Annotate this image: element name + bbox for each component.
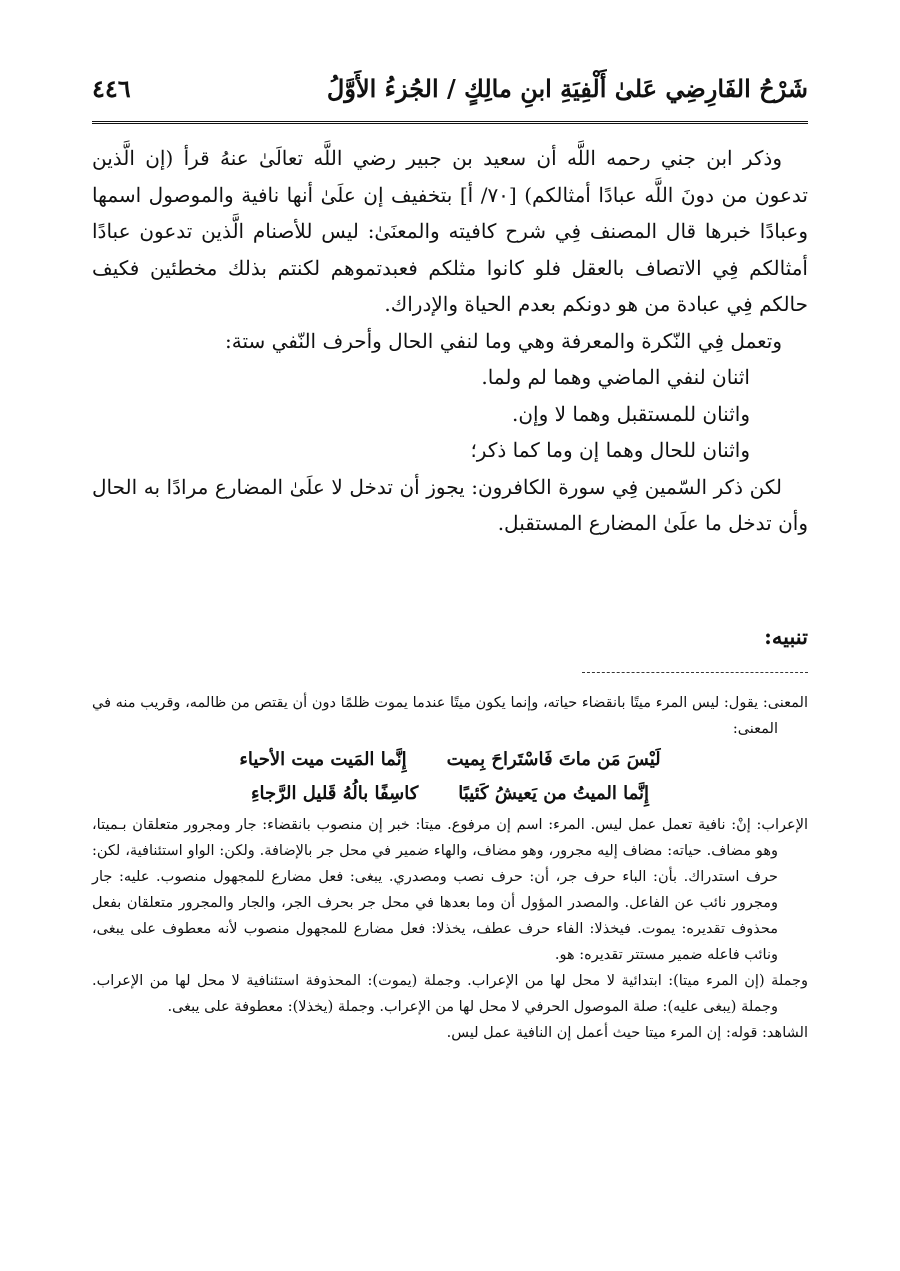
footnote-irab: الإعراب: إنْ: نافية تعمل عمل ليس. المرء: اسم إن مرفوع. ميتا: خبر إن منصوب بانقضاء: جار ومجرور متعلقان بـميتا، وهو مضاف. حياته: مضاف إليه مجرور، وهو مضاف، والهاء ضمير في محل جر بالإضافة. ولكن: الواو استئنافية، لكن: حرف استدراك. بأن: الباء حرف جر، أن: حرف نصب ومصدري. يبغى: فعل مضارع للمجهول منصوب. عليه: جار ومجرور نائب عن الفاعل. والمصدر المؤول أن وما بعدها في محل جر بحرف الجر، والجار والمجرور متعلقان بفعل محذوف تقديره: يموت. فيخذلا: الفاء حرف عطف، يخذلا: فعل مضارع للمجهول منصوب لأنه معطوف على يبغى، ونائب فاعله ضمير مستتر تقديره: هو.: [92, 817, 808, 963]
page-header: [92, 66, 808, 124]
verse-hemistich: إِنَّما الميتُ من يَعيشُ كَئيبًا: [458, 783, 650, 804]
verse-hemistich: لَيْسَ مَن ماتَ فَاسْتَراحَ بِميت: [446, 749, 661, 770]
footnote-meaning: المعنى: يقول: ليس المرء ميتًا بانقضاء حياته، وإنما يكون ميتًا عندما يموت ظلمًا دون أن يقتص من ظالمه، وقريب منه في المعنى:: [92, 695, 808, 737]
page-number: ٤٤٦: [92, 74, 131, 103]
verse-line: [92, 744, 808, 776]
footnotes: [92, 690, 808, 1046]
list-item: اثنان لنفي الماضي وهما لم ولما.: [481, 365, 750, 389]
verse-hemistich: كاسِفًا بالُهُ قَليل الرَّجاءِ: [251, 783, 419, 804]
running-title: شَرْحُ الفَارِضِي عَلىٰ أَلْفِيَةِ ابنِ مالِكٍ / الجُزءُ الأَوَّلُ: [326, 74, 808, 103]
footnote-jumal: وجملة (إن المرء ميتا): ابتدائية لا محل لها من الإعراب. وجملة (يموت): المحذوفة استئنافية لا محل لها من الإعراب. وجملة (يبغى عليه): صلة الموصول الحرفي لا محل لها من الإعراب. وجملة (يخذلا): معطوفة على يبغى.: [92, 973, 808, 1015]
footnote-shahid: الشاهد: قوله: إن المرء ميتا حيث أعمل إن النافية عمل ليس.: [446, 1025, 808, 1041]
paragraph: لكن ذكر السّمين فِي سورة الكافرون: يجوز أن تدخل لا علَىٰ المضارع مرادًا به الحال وأن تدخل ما علَىٰ المضارع المستقبل.: [92, 474, 808, 535]
list-item: واثنان للحال وهما إن وما كما ذكر؛: [470, 438, 750, 462]
verse-hemistich: إِنَّما المَيت ميت الأحياء: [239, 749, 407, 770]
main-text: [92, 140, 808, 542]
verse-line: [92, 778, 808, 810]
footnote-separator: [582, 672, 808, 673]
list-item: واثنان للمستقبل وهما لا وإن.: [511, 401, 750, 426]
tanbih-heading: تنبيه:: [764, 624, 808, 649]
paragraph: وتعمل فِي النّكرة والمعرفة وهي وما لنفي الحال وأحرف النّفي ستة:: [225, 328, 782, 353]
paragraph: وذكر ابن جني رحمه اللَّه أن سعيد بن جبير رضي اللَّه تعالَىٰ عنهُ قرأ (إن الَّذين تدعون من دونَ اللَّه عبادًا أمثالكم) [٧٠/ أ] بتخفيف إن علَىٰ أنها نافية والموصول اسمها وعبادًا خبرها قال المصنف فِي شرح كافيته والمعنَىٰ: ليس للأصنام الَّذين تدعون عبادًا أمثالكم فِي الاتصاف بالعقل فلو كانوا مثلكم فعبدتموهم لكنتم بذلك مخطئين فكيف حالكم فِي عبادة من هو دونكم بعدم الحياة والإدراك.: [92, 146, 808, 316]
